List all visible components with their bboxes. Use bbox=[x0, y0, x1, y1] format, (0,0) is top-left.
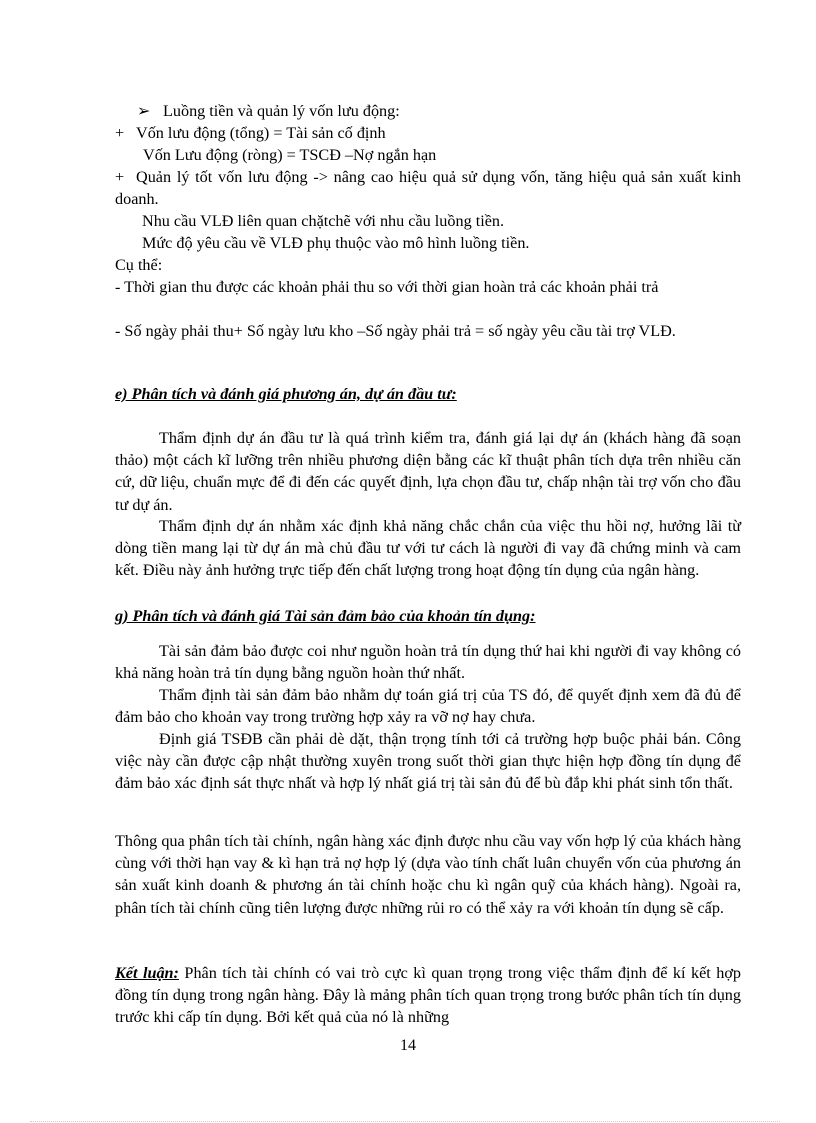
page-bottom-divider bbox=[30, 1121, 780, 1122]
plus-text-2: Quản lý tốt vốn lưu động -> nâng cao hiệu quả sử dụng vốn, tăng hiệu quả sản xuất kinh doanh. bbox=[115, 168, 741, 209]
arrow-bullet-icon: ➢ bbox=[137, 102, 151, 120]
page-number: 14 bbox=[400, 1037, 416, 1054]
section-g-paragraph-3: Định giá TSĐB cần phải dè dặt, thận trọng tính tới cả trường hợp buộc phải bán. Công việc này cần được cập nhật thường xuyên trong suốt thời gian thực hiện hợp đồng tín dụng để đảm bảo xác định sát thực nhất và hợp lý nhất giá trị tài sản đủ để bù đắp khi phát sinh tổn thất. bbox=[115, 730, 741, 793]
plus-sign-1: + bbox=[115, 124, 125, 142]
conclusion-text: Phân tích tài chính có vai trò cực kì quan trọng trong việc thẩm định để kí kết hợp đồng tín dụng trong ngân hàng. Đây là mảng phân tích quan trọng trong bước phân tích tín dụng trước khi cấp tín dụng. Bởi kết quả của nó là những bbox=[115, 964, 741, 1027]
plus-line-2 bbox=[115, 166, 741, 210]
conclusion-paragraph bbox=[115, 962, 741, 1029]
plus-text-1: Vốn lưu động (tổng) = Tài sản cố định bbox=[136, 124, 386, 142]
specific-label: Cụ thể: bbox=[115, 256, 163, 274]
dash-item-1: - Thời gian thu được các khoản phải thu so với thời gian hoàn trả các khoản phải trả bbox=[115, 278, 659, 296]
cashflow-bullet-text: Luồng tiền và quản lý vốn lưu động: bbox=[163, 102, 400, 120]
section-g-paragraph-2: Thẩm định tài sản đảm bảo nhằm dự toán giá trị của TS đó, để quyết định xem đã đủ để đảm bảo cho khoản vay trong trường hợp xảy ra vỡ nợ hay chưa. bbox=[115, 686, 741, 727]
section-e-heading: e) Phân tích và đánh giá phương án, dự án đầu tư: bbox=[115, 385, 457, 403]
net-working-capital: Vốn Lưu động (ròng) = TSCĐ –Nợ ngắn hạn bbox=[143, 146, 437, 164]
summary-paragraph: Thông qua phân tích tài chính, ngân hàng xác định được nhu cầu vay vốn hợp lý của khách hàng cùng với thời hạn vay & kì hạn trả nợ hợp lý (dựa vào tính chất luân chuyển vốn của phương án sản xuất kinh doanh & phương án tài chính hoặc chu kì ngân quỹ của khách hàng). Ngoài ra, phân tích tài chính cũng tiên lượng được những rủi ro có thể xảy ra với khoản tín dụng sẽ cấp. bbox=[115, 832, 741, 917]
plus-line-1 bbox=[115, 122, 741, 144]
cashflow-bullet-line bbox=[115, 100, 741, 122]
section-g-paragraph-1: Tài sản đảm bảo được coi như nguồn hoàn trả tín dụng thứ hai khi người đi vay không có khả năng hoàn trả tín dụng bằng nguồn hoàn thứ nhất. bbox=[115, 642, 741, 683]
dash-item-2: - Số ngày phải thu+ Số ngày lưu kho –Số ngày phải trả = số ngày yêu cầu tài trợ VLĐ. bbox=[115, 322, 676, 340]
section-g-heading: g) Phân tích và đánh giá Tài sản đảm bảo của khoản tín dụng: bbox=[115, 607, 536, 625]
wc-level-line: Mức độ yêu cầu về VLĐ phụ thuộc vào mô hình luồng tiền. bbox=[142, 234, 530, 252]
conclusion-label: Kết luận: bbox=[115, 964, 179, 982]
plus-sign-2: + bbox=[115, 168, 125, 186]
section-e-paragraph-2: Thẩm định dự án nhằm xác định khả năng chắc chắn của việc thu hồi nợ, hưởng lãi từ dòng tiền mang lại từ dự án mà chủ đầu tư với tư cách là người đi vay đã chứng minh và cam kết. Điều này ảnh hưởng trực tiếp đến chất lượng trong hoạt động tín dụng của ngân hàng. bbox=[115, 517, 741, 580]
section-e-paragraph-1: Thẩm định dự án đầu tư là quá trình kiểm tra, đánh giá lại dự án (khách hàng đã soạn thảo) một cách kĩ lưỡng trên nhiều phương diện bằng các kĩ thuật phân tích dựa trên nhiều căn cứ, dữ liệu, chuẩn mực để đi đến các quyết định, lựa chọn đầu tư, chấp nhận tài trợ vốn cho đầu tư dự án. bbox=[115, 429, 741, 514]
wc-need-line: Nhu cầu VLĐ liên quan chặtchẽ với nhu cầu luồng tiền. bbox=[142, 212, 505, 230]
